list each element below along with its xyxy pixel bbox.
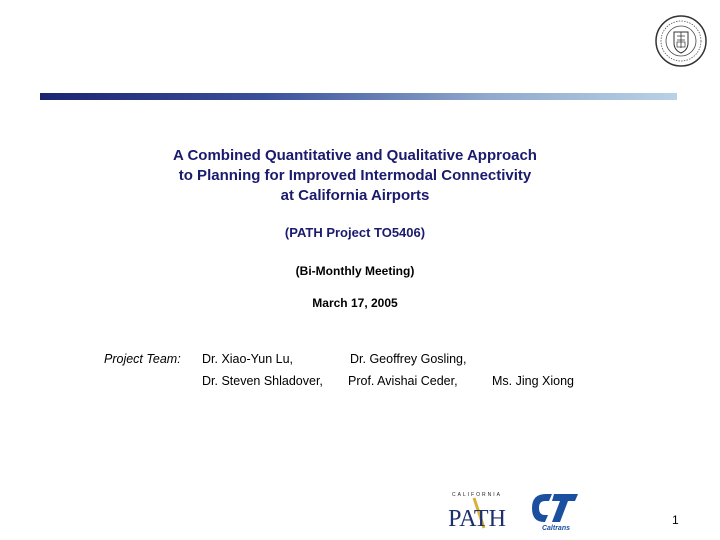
- title-line-1: A Combined Quantitative and Qualitative Approach: [173, 147, 537, 164]
- team-member: Dr. Xiao-Yun Lu,: [202, 352, 294, 366]
- team-member: Dr. Steven Shladover,: [202, 374, 323, 388]
- header-gradient-bar: [40, 93, 677, 100]
- meeting-date: March 17, 2005: [312, 296, 398, 310]
- caltrans-logo: [528, 488, 582, 532]
- path-logo-word: PATH: [448, 506, 506, 532]
- path-logo: [444, 488, 510, 532]
- team-member: Prof. Avishai Ceder,: [348, 374, 458, 388]
- page-number: 1: [672, 513, 679, 527]
- meeting-type: (Bi-Monthly Meeting): [295, 264, 415, 278]
- path-logo-small-text: CALIFORNIA: [451, 492, 503, 498]
- title-line-2: to Planning for Improved Intermodal Connectivity: [178, 167, 532, 184]
- project-id: (PATH Project TO5406): [284, 225, 426, 240]
- university-seal-icon: [655, 15, 707, 67]
- project-team-label: Project Team:: [104, 352, 181, 366]
- team-member: Ms. Jing Xiong: [492, 374, 574, 388]
- caltrans-logo-word: Caltrans: [541, 525, 571, 532]
- title-line-3: at California Airports: [280, 187, 430, 204]
- team-member: Dr. Geoffrey Gosling,: [350, 352, 467, 366]
- slide-title: [100, 146, 610, 206]
